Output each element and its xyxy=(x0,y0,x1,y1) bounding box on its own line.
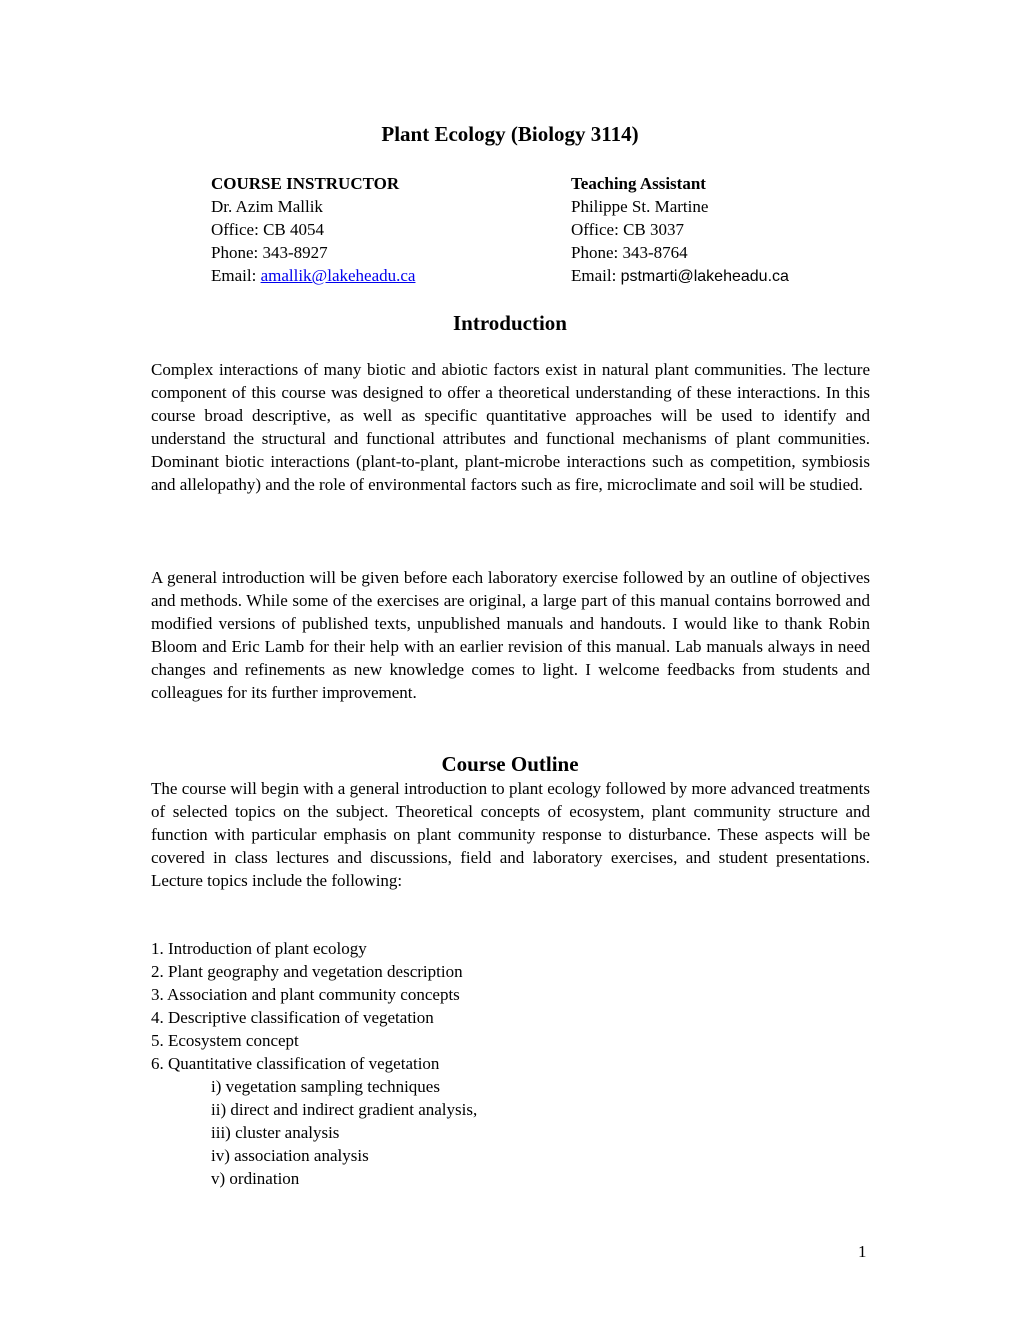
topic-item: 2. Plant geography and vegetation description xyxy=(151,962,463,981)
topic-item: 6. Quantitative classification of vegetation xyxy=(151,1054,440,1073)
quantitative-subtopics-list xyxy=(151,1075,477,1190)
topic-item: 5. Ecosystem concept xyxy=(151,1031,299,1050)
instructor-name: Dr. Azim Mallik xyxy=(211,197,323,216)
ta-email-label: Email: xyxy=(571,266,621,285)
lecture-topics-list xyxy=(151,937,477,1190)
ta-email-line xyxy=(571,264,789,288)
subtopic-item: iv) association analysis xyxy=(211,1146,369,1165)
subtopic-item: ii) direct and indirect gradient analysis, xyxy=(211,1100,478,1119)
subtopic-item: v) ordination xyxy=(211,1169,300,1188)
instructor-contact-block xyxy=(211,172,415,287)
page-number: 1 xyxy=(858,1242,867,1261)
introduction-paragraph-1: Complex interactions of many biotic and abiotic factors exist in natural plant communities. The lecture component of this course was designed to offer a theoretical understanding of these interactions. In this course broad descriptive, as well as specific quantitative approaches will be used to identify and understand the structural and functional attributes and functional mechanisms of plant communities. Dominant biotic interactions (plant-to-plant, plant-microbe interactions such as competition, symbiosis and allelopathy) and the role of environmental factors such as fire, microclimate and soil will be studied. xyxy=(151,360,870,494)
instructor-email-line xyxy=(211,264,415,287)
subtopic-item: iii) cluster analysis xyxy=(211,1123,340,1142)
topic-item: 4. Descriptive classification of vegetation xyxy=(151,1008,434,1027)
ta-email: pstmarti@lakeheadu.ca xyxy=(620,268,789,285)
document-title: Plant Ecology (Biology 3114) xyxy=(381,122,639,146)
ta-name: Philippe St. Martine xyxy=(571,197,709,216)
instructor-office: Office: CB 4054 xyxy=(211,220,325,239)
subtopic-item: i) vegetation sampling techniques xyxy=(211,1077,440,1096)
instructor-email-label: Email: xyxy=(211,266,261,285)
introduction-paragraph-2: A general introduction will be given before each laboratory exercise followed by an outline of objectives and methods. While some of the exercises are original, a large part of this manual contains borrowed and modified versions of published texts, unpublished manuals and handouts. I would like to thank Robin Bloom and Eric Lamb for their help with an earlier revision of this manual. Lab manuals always in need changes and refinements as new knowledge comes to light. I welcome feedbacks from students and colleagues for its further improvement. xyxy=(151,568,870,702)
course-outline-heading: Course Outline xyxy=(441,752,579,776)
topic-item: 3. Association and plant community concepts xyxy=(151,985,460,1004)
subtopics-container xyxy=(151,1075,477,1190)
topic-item: 1. Introduction of plant ecology xyxy=(151,939,367,958)
introduction-heading: Introduction xyxy=(453,311,567,335)
ta-office: Office: CB 3037 xyxy=(571,220,685,239)
instructor-phone: Phone: 343-8927 xyxy=(211,243,328,262)
ta-contact-block xyxy=(571,172,789,288)
instructor-heading: COURSE INSTRUCTOR xyxy=(211,174,400,193)
ta-phone: Phone: 343-8764 xyxy=(571,243,688,262)
ta-heading: Teaching Assistant xyxy=(571,174,706,193)
instructor-email-link[interactable]: amallik@lakeheadu.ca xyxy=(260,266,416,285)
course-outline-paragraph: The course will begin with a general introduction to plant ecology followed by more advanced treatments of selected topics on the subject. Theoretical concepts of ecosystem, plant community structure and function with particular emphasis on plant community response to disturbance. These aspects will be covered in class lectures and discussions, field and laboratory exercises, and student presentations. Lecture topics include the following: xyxy=(151,779,870,890)
